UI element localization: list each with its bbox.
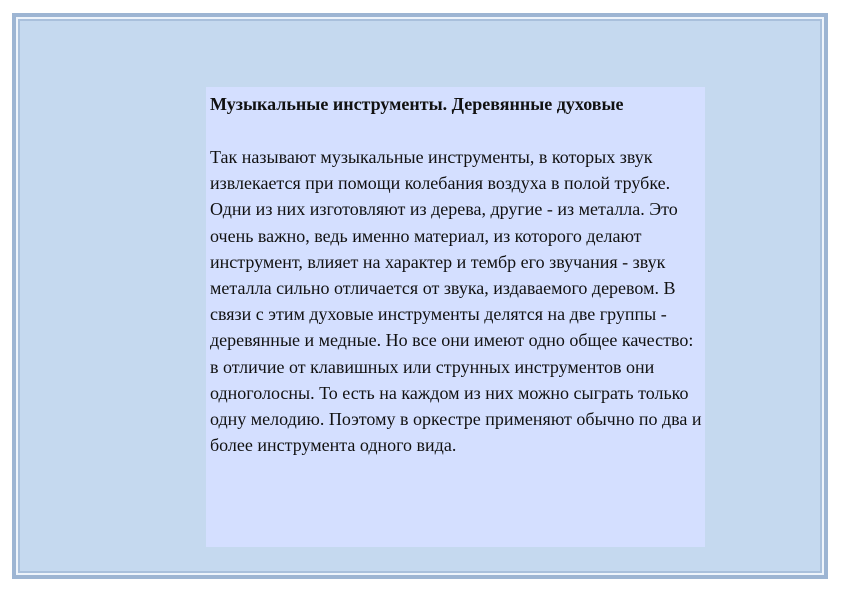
slide-title: Музыкальные инструменты. Деревянные духовые: [210, 94, 624, 114]
slide-body-text: Так называют музыкальные инструменты, в которых звук извлекается при помощи колебания воздуха в полой трубке. Одни из них изготовляют из дерева, другие - из металла. Это очень важно, ведь именно материал, из которого делают инструмент, влияет на характер и тембр его звучания - звук металла сильно отличается от звука, издаваемого деревом. В связи с этим духовые инструменты делятся на две группы - деревянные и медные. Но все они имеют одно общее качество: в отличие от клавишных или струнных инструментов они одноголосны. То есть на каждом из них можно сыграть только одну мелодию. Поэтому в оркестре применяют обычно по два и более инструмента одного вида.: [210, 147, 702, 456]
slide: [12, 13, 828, 579]
text-box: [206, 87, 705, 547]
